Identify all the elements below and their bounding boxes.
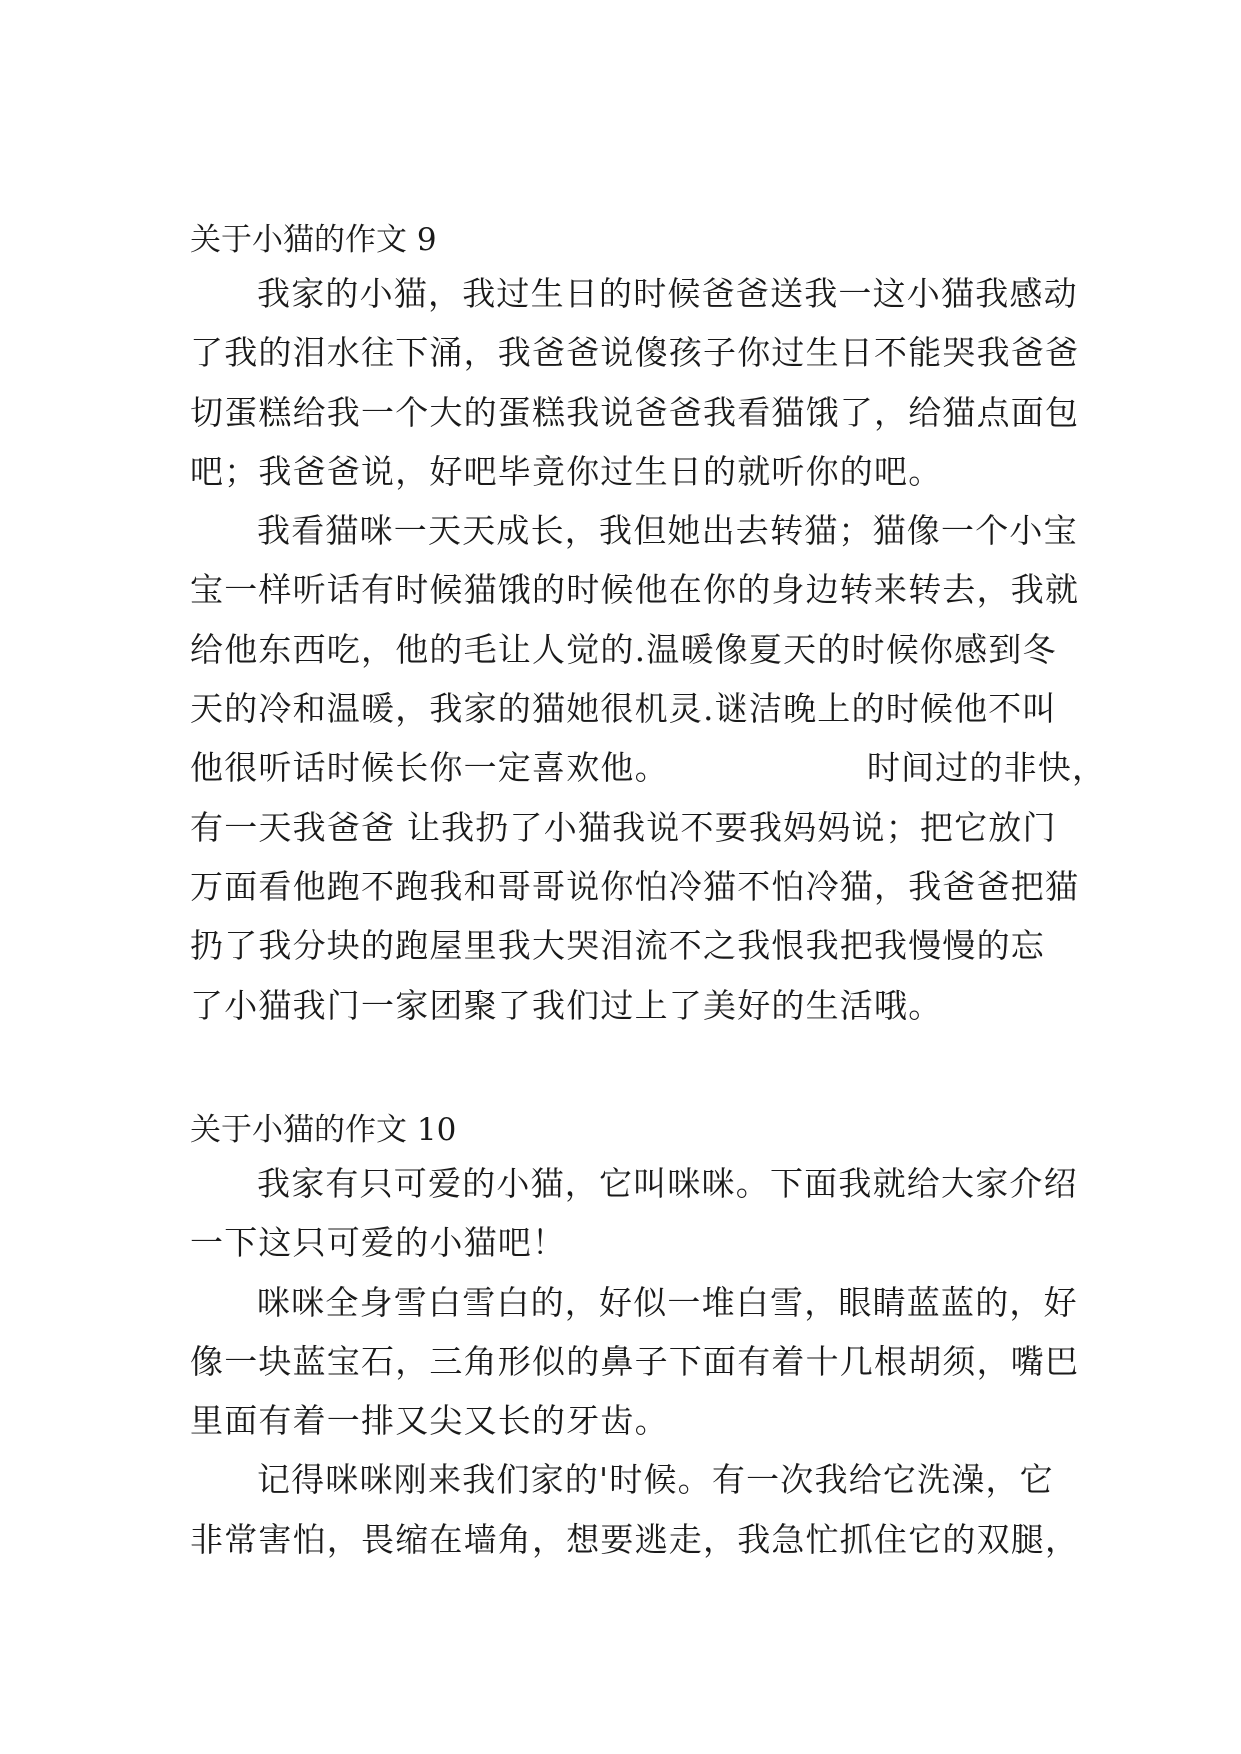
text-fragment: 他很听话时候长你一定喜欢他。: [190, 748, 669, 788]
text-line: 天的冷和温暖，我家的猫她很机灵.谜洁晚上的时候他不叫: [190, 689, 1057, 729]
text-line: 吧；我爸爸说，好吧毕竟你过生日的就听你的吧。: [190, 451, 943, 491]
section-title: 关于小猫的作文 9: [190, 222, 437, 258]
text-fragment: 时间过的非快，: [866, 748, 1107, 788]
section-title: 关于小猫的作文 10: [190, 1112, 457, 1148]
text-line: [190, 738, 1107, 797]
text-line: 有一天我爸爸 让我扔了小猫我说不要我妈妈说；把它放门: [190, 807, 1057, 847]
text-line: 切蛋糕给我一个大的蛋糕我说爸爸我看猫饿了，给猫点面包: [190, 392, 1080, 432]
text-line: 宝一样听话有时候猫饿的时候他在你的身边转来转去，我就: [190, 570, 1080, 610]
text-line: 我看猫咪一天天成长，我但她出去转猫；猫像一个小宝: [257, 511, 1078, 551]
essay-section-9: [190, 218, 1107, 1035]
text-line: 像一块蓝宝石，三角形似的鼻子下面有着十几根胡须，嘴巴: [190, 1341, 1080, 1381]
text-line: 了小猫我门一家团聚了我们过上了美好的生活哦。: [190, 985, 943, 1025]
text-line: 我家有只可爱的小猫，它叫咪咪。下面我就给大家介绍: [257, 1164, 1078, 1203]
text-line: 万面看他跑不跑我和哥哥说你怕冷猫不怕冷猫，我爸爸把猫: [190, 866, 1080, 906]
text-line: 了我的泪水往下涌，我爸爸说傻孩子你过生日不能哭我爸爸: [190, 333, 1080, 373]
text-line: 非常害怕，畏缩在墙角，想要逃走，我急忙抓住它的双腿，: [190, 1519, 1080, 1559]
text-line: 里面有着一排又尖又长的牙齿。: [190, 1401, 669, 1441]
text-line: 给他东西吃，他的毛让人觉的.温暖像夏天的时候你感到冬: [190, 629, 1057, 669]
text-line: 扔了我分块的跑屋里我大哭泪流不之我恨我把我慢慢的忘: [190, 926, 1045, 966]
text-line: 记得咪咪刚来我们家的'时候。有一次我给它洗澡，它: [257, 1460, 1054, 1500]
text-line: 一下这只可爱的小猫吧！: [190, 1223, 567, 1263]
text-line: 我家的小猫，我过生日的时候爸爸送我一这小猫我感动: [257, 274, 1078, 313]
text-line: 咪咪全身雪白雪白的，好似一堆白雪，眼睛蓝蓝的，好: [257, 1282, 1078, 1322]
essay-section-10: [190, 1108, 1080, 1569]
